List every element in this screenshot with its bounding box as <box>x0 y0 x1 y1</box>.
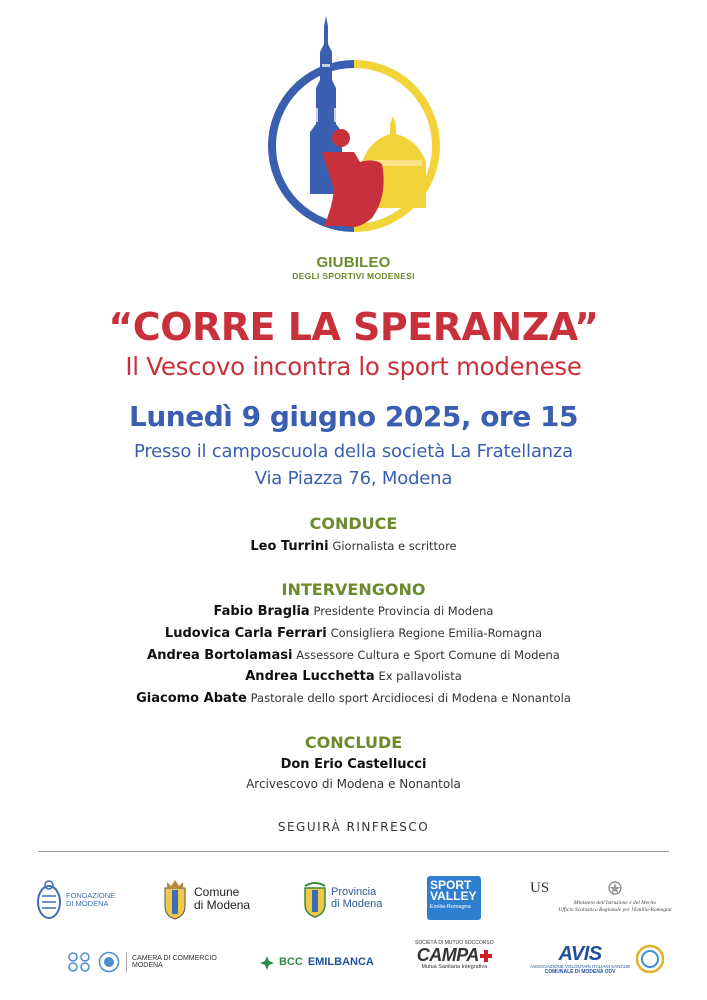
speaker-role: Giornalista e scrittore <box>332 539 457 553</box>
sponsor-usr-emilia-romagna <box>530 880 674 913</box>
republic-emblem-icon <box>607 880 623 896</box>
speaker-name: Leo Turrini <box>250 539 329 554</box>
sponsor-text: FONDAZIONE <box>66 891 116 901</box>
speaker-role: Consigliera Regione Emilia-Romagna <box>330 626 543 640</box>
jubilee-logo <box>262 12 446 252</box>
brand-name: GIUBILEO <box>316 254 391 271</box>
comune-crest-icon <box>160 878 190 920</box>
fondazione-crest-icon <box>36 878 62 922</box>
sponsor-text: CAMERA DI COMMERCIO <box>132 954 217 962</box>
speaker-name: Ludovica Carla Ferrari <box>164 626 327 641</box>
sponsor-text: SPORT <box>430 878 472 892</box>
camera-seal-icon <box>98 951 120 973</box>
bcc-leaf-icon <box>259 955 275 971</box>
conclude-role <box>0 777 707 791</box>
speaker-line <box>0 691 707 706</box>
sponsor-text: Ministero dell'Istruzione e del Merito <box>573 900 657 906</box>
event-subtitle: Il Vescovo incontra lo sport modenese <box>125 352 582 381</box>
speaker-role: Assessore Cultura e Sport Comune di Modena <box>296 648 560 662</box>
red-cross-icon <box>480 950 492 962</box>
speaker-line <box>0 669 707 684</box>
sponsor-text: VALLEY <box>430 889 477 904</box>
sponsor-text: Emilia-Romagna <box>430 903 471 910</box>
speaker-role: Ex pallavolista <box>378 669 462 683</box>
sponsor-text: di Modena <box>331 898 383 910</box>
speaker-role: Pastorale dello sport Arcidiocesi di Modena e Nonantola <box>250 691 571 705</box>
speaker-name: Andrea Bortolamasi <box>147 648 293 663</box>
sponsor-text: COMUNALE DI MODENA ODV <box>544 968 616 975</box>
speaker-role: Arcivescovo di Modena e Nonantola <box>246 777 461 791</box>
sponsor-text: SOCIETÀ DI MUTUO SOCCORSO <box>415 940 494 946</box>
sponsor-text: di Modena <box>194 898 251 912</box>
speaker-line <box>0 648 707 663</box>
camera-flower-icon <box>66 951 92 973</box>
event-address: Via Piazza 76, Modena <box>254 468 453 489</box>
speaker-name: Giacomo Abate <box>136 691 247 706</box>
conduce-line <box>0 539 707 554</box>
sponsor-text: Comune <box>194 885 240 900</box>
event-venue: Presso il camposcuola della società La Fratellanza <box>134 441 573 462</box>
refreshment-note: SEGUIRÀ RINFRESCO <box>277 820 430 834</box>
speaker-name: Don Erio Castellucci <box>280 757 427 772</box>
sponsor-text: Ufficio Scolastico Regionale per l'Emilia-Romagna <box>558 906 672 913</box>
sponsor-text: EMILBANCA <box>307 956 374 969</box>
sponsor-provincia-modena <box>302 880 382 918</box>
sponsor-camera-commercio <box>66 951 217 973</box>
sponsor-fondazione-modena <box>36 878 115 922</box>
footer-divider <box>38 851 669 852</box>
sponsor-text: Provincia <box>331 886 377 899</box>
intervengono-heading: INTERVENGONO <box>281 580 426 599</box>
conclude-name <box>0 757 707 772</box>
brand-tagline: DEGLI SPORTIVI MODENESI <box>292 271 415 281</box>
sponsor-avis <box>530 944 665 975</box>
sponsor-text: AVIS <box>558 943 602 965</box>
event-date: Lunedì 9 giugno 2025, ore 15 <box>129 400 578 433</box>
speaker-name: Andrea Lucchetta <box>245 669 375 684</box>
speaker-line <box>0 626 707 641</box>
sponsor-text: DI MODENA <box>66 899 109 908</box>
sponsor-campa <box>415 941 494 971</box>
separator <box>126 952 127 972</box>
ministry-block <box>556 880 674 913</box>
sponsor-sport-valley <box>427 876 481 920</box>
conclude-heading: CONCLUDE <box>304 733 403 752</box>
event-title: “CORRE LA SPERANZA” <box>108 305 599 349</box>
sponsor-text: CAMPA <box>416 945 479 966</box>
provincia-crest-icon <box>302 880 328 918</box>
sponsor-text: BCC <box>279 956 303 969</box>
speaker-role: Presidente Provincia di Modena <box>313 604 494 618</box>
conduce-heading: CONDUCE <box>309 514 398 533</box>
sponsor-comune-modena <box>160 878 250 920</box>
sponsor-bcc-emilbanca <box>259 955 374 971</box>
speaker-name: Fabio Braglia <box>213 604 310 619</box>
anniversary-badge-icon <box>635 944 665 974</box>
sponsor-text: MODENA <box>132 962 163 969</box>
speaker-line <box>0 604 707 619</box>
sponsor-text: Mutua Sanitaria Integrativa <box>421 964 488 971</box>
usr-logo-text: US <box>530 880 550 896</box>
sponsor-text: ASSOCIAZIONE VOLONTARI ITALIANI SANGUE <box>530 964 631 969</box>
sport-valley-badge <box>427 876 481 920</box>
